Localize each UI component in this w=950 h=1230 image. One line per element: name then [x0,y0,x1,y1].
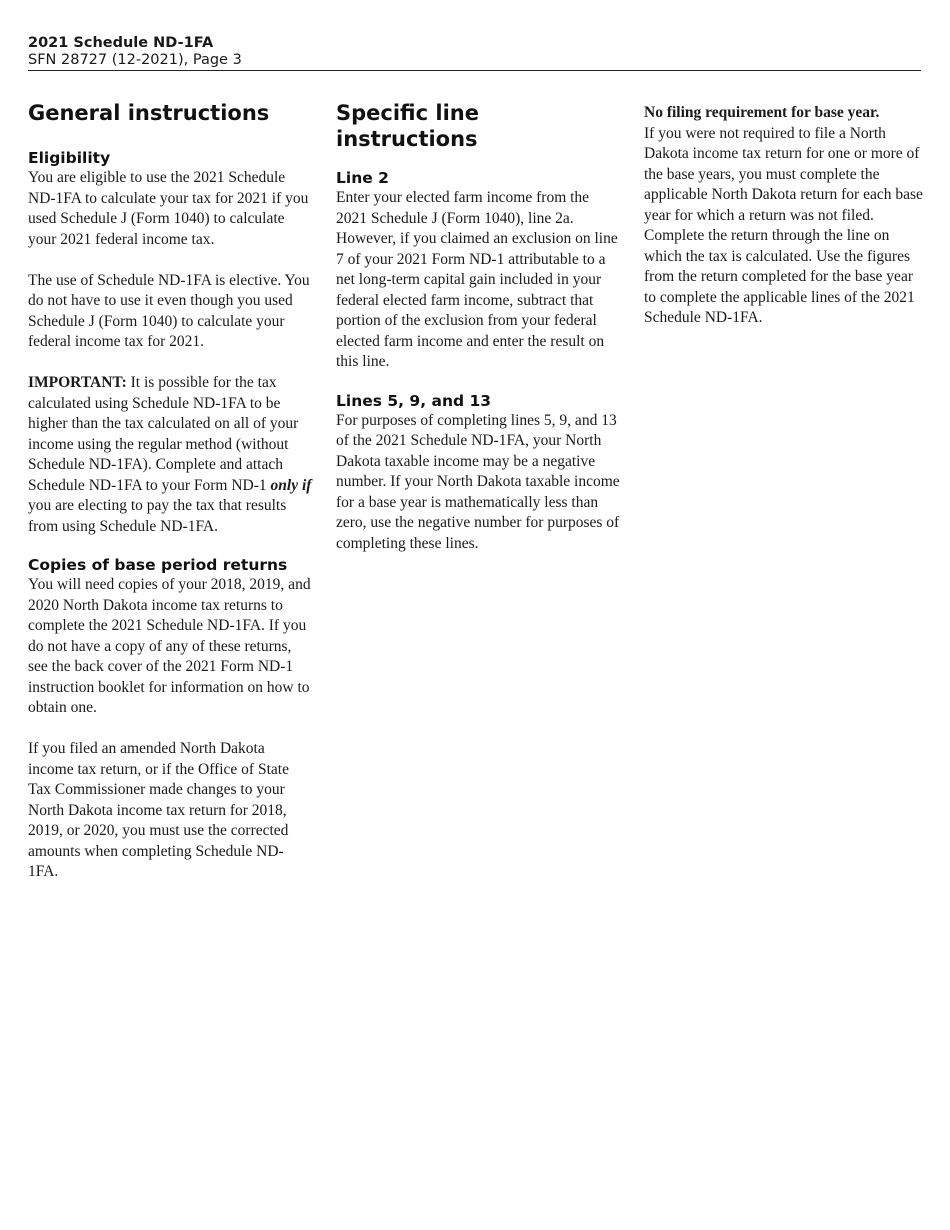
line-2-heading: Line 2 [336,169,389,187]
no-filing-heading: No filing requirement for base year. [644,104,880,121]
copies-paragraph-1: You will need copies of your 2018, 2019, and 2020 North Dakota income tax returns to complete the 2021 Schedule ND-1FA. If you do not have a copy of any of these returns, see the back cover of the 2021 Form ND-1 instruction booklet for information on how to obtain one. [28,576,311,716]
column-specific-instructions [336,100,621,554]
form-title: 2021 Schedule ND-1FA [28,35,214,51]
important-text-a: It is possible for the tax calculated using Schedule ND-1FA to be higher than the tax calculated on all of your income using the regular method (without Schedule ND-1FA). Complete and attach Schedule ND-1FA to your Form ND-1 [28,374,299,494]
general-instructions-title: General instructions [28,101,270,125]
important-label: IMPORTANT: [28,374,127,391]
lines-5-9-13-heading: Lines 5, 9, and 13 [336,391,492,410]
important-text-b: you are electing to pay the tax that results from using Schedule ND-1FA. [28,497,287,535]
page-header [28,34,921,71]
eligibility-paragraph-1: You are eligible to use the 2021 Schedule ND-1FA to calculate your tax for 2021 if you used Schedule J (Form 1040) to calculate your 2021 federal income tax. [28,169,309,248]
specific-instructions-title: Specific line instructions [336,101,479,151]
copies-paragraph-2: If you filed an amended North Dakota income tax return, or if the Office of State Tax Commissioner made changes to your North Dakota income tax return for 2018, 2019, or 2020, you must use the corrected amounts when completing Schedule ND-1FA. [28,740,289,880]
no-filing-paragraph: If you were not required to file a North Dakota income tax return for one or more of the base years, you must complete the applicable North Dakota return for each base year for which a return was not filed. Complete the return through the line on which the tax is calculated. Use the figures from the return completed for the base year to complete the applicable lines of the 2021 Schedule ND-1FA. [644,124,923,326]
eligibility-paragraph-2: The use of Schedule ND-1FA is elective. You do not have to use it even though you used Schedule J (Form 1040) to calculate your federal income tax for 2021. [28,271,310,350]
form-subtitle: SFN 28727 (12-2021), Page 3 [28,52,242,68]
line-2-paragraph: Enter your elected farm income from the 2021 Schedule J (Form 1040), line 2a. However, if you claimed an exclusion on line 7 of your 2021 Form ND-1 attributable to a net long-term capital gain included in your federal elected farm income, subtract that portion of the exclusion from your federal elected farm income and enter the result on this line. [336,189,618,370]
lines-5-9-13-paragraph: For purposes of completing lines 5, 9, and 13 of the 2021 Schedule ND-1FA, your North Dakota taxable income may be a negative number. If your North Dakota taxable income for a base year is mathematically less than zero, use the negative number for purposes of completing these lines. [336,411,620,552]
column-no-filing [644,103,924,329]
column-general-instructions [28,100,313,883]
eligibility-heading: Eligibility [28,149,111,167]
copies-heading: Copies of base period returns [28,556,288,574]
important-paragraph [28,373,313,537]
only-if-emphasis: only if [270,476,312,494]
